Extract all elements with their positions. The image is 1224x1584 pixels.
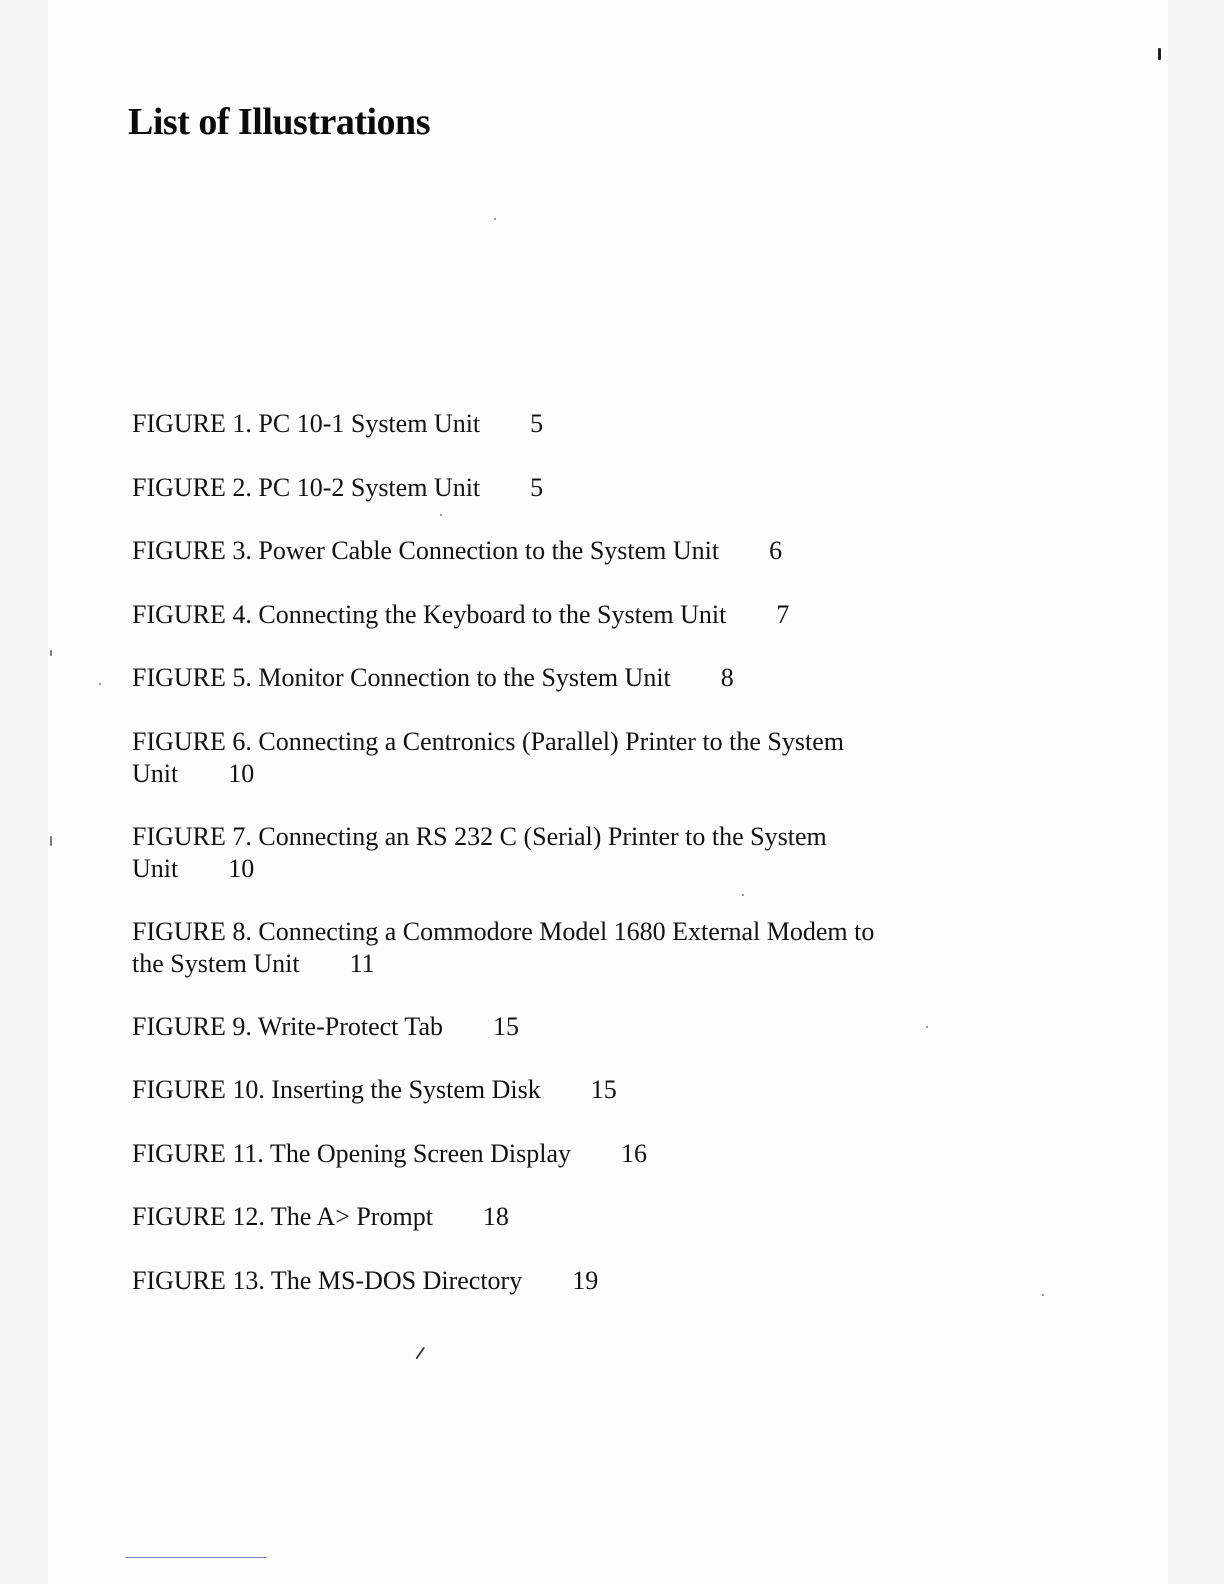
figure-entry (132, 916, 912, 980)
figure-label: FIGURE 11. The Opening Screen Display (132, 1139, 572, 1168)
figure-label: FIGURE 2. PC 10-2 System Unit (132, 473, 481, 502)
figure-page-number: 15 (590, 1075, 617, 1104)
scan-speck (1042, 1294, 1044, 1296)
figure-label: FIGURE 12. The A> Prompt (132, 1202, 433, 1231)
figure-entry (132, 1138, 912, 1170)
figure-label: FIGURE 6. Connecting a Centronics (Parallel) Printer to the System Unit (132, 727, 844, 788)
figure-label: FIGURE 1. PC 10-1 System Unit (132, 409, 481, 438)
figure-page-number: 5 (530, 473, 544, 502)
scan-speck (926, 1026, 928, 1028)
figure-page-number: 5 (530, 409, 544, 438)
figure-label: FIGURE 7. Connecting an RS 232 C (Serial) Printer to the System Unit (132, 822, 827, 883)
page-title: List of Illustrations (128, 101, 430, 143)
figure-page-number: 10 (228, 854, 255, 883)
figure-page-number: 18 (482, 1202, 509, 1231)
figure-entry (132, 599, 912, 631)
figure-page-number: 19 (572, 1266, 599, 1295)
figure-entry (132, 1011, 912, 1043)
figure-entry (132, 821, 912, 885)
figure-entry (132, 1265, 912, 1297)
figure-label: FIGURE 9. Write-Protect Tab (132, 1012, 444, 1041)
scan-speck (50, 836, 52, 846)
figure-label: FIGURE 4. Connecting the Keyboard to the System Unit (132, 600, 727, 629)
scan-speck (742, 894, 744, 896)
figure-entry (132, 1074, 912, 1106)
figure-label: FIGURE 13. The MS-DOS Directory (132, 1266, 523, 1295)
figure-entry (132, 472, 912, 504)
figure-page-number: 11 (349, 949, 375, 978)
bottom-rule (125, 1557, 267, 1558)
scan-speck (440, 514, 442, 516)
scan-speck (50, 650, 52, 656)
scan-speck (1158, 48, 1161, 60)
figure-entry (132, 1201, 912, 1233)
figure-entry (132, 662, 912, 694)
figure-label: FIGURE 5. Monitor Connection to the System Unit (132, 663, 671, 692)
figure-page-number: 7 (776, 600, 790, 629)
figure-label: FIGURE 3. Power Cable Connection to the System Unit (132, 536, 720, 565)
figure-page-number: 16 (621, 1139, 648, 1168)
figure-page-number: 10 (228, 759, 255, 788)
figure-page-number: 15 (493, 1012, 520, 1041)
figure-entry (132, 408, 912, 440)
figure-label: FIGURE 10. Inserting the System Disk (132, 1075, 541, 1104)
figure-entry (132, 535, 912, 567)
figure-page-number: 6 (769, 536, 783, 565)
figure-entry (132, 726, 912, 790)
document-page (48, 0, 1168, 1584)
figure-page-number: 8 (720, 663, 734, 692)
scan-speck (99, 683, 101, 685)
figure-label: FIGURE 8. Connecting a Commodore Model 1680 External Modem to the System Unit (132, 917, 875, 978)
scan-speck (494, 218, 496, 220)
